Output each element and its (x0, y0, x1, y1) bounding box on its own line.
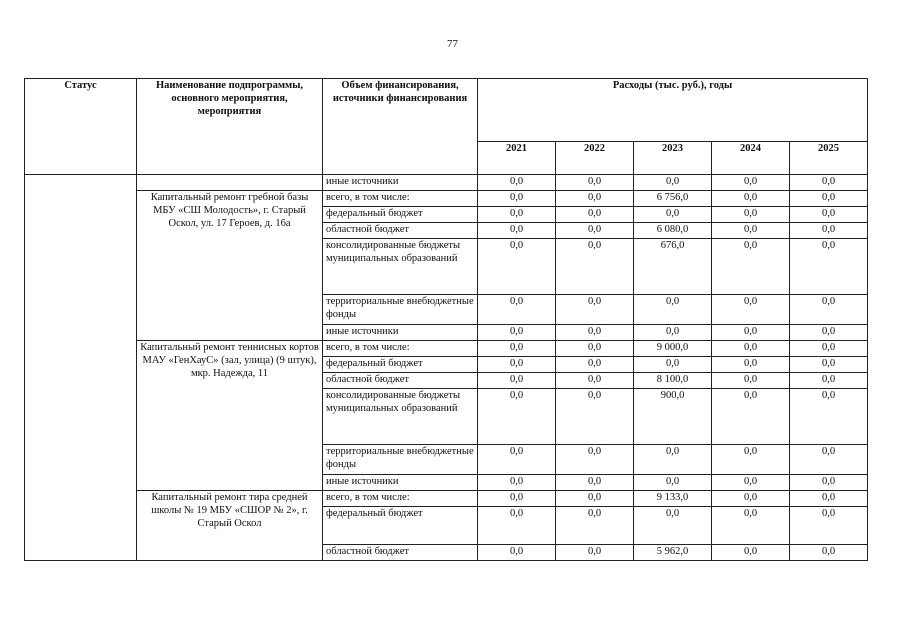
activity-name: Капитальный ремонт тира средней школы № 19 МБУ «СШОР № 2», г. Старый Оскол (137, 491, 323, 561)
value-cell: 0,0 (556, 239, 634, 295)
source-cell: федеральный бюджет (323, 207, 478, 223)
value-cell: 0,0 (790, 373, 868, 389)
value-cell: 0,0 (634, 295, 712, 325)
value-cell: 0,0 (712, 507, 790, 545)
value-cell: 0,0 (712, 545, 790, 561)
value-cell: 0,0 (556, 491, 634, 507)
value-cell: 0,0 (790, 223, 868, 239)
value-cell: 0,0 (634, 207, 712, 223)
value-cell: 0,0 (556, 475, 634, 491)
value-cell: 0,0 (712, 445, 790, 475)
header-year: 2023 (634, 142, 712, 175)
value-cell: 0,0 (556, 373, 634, 389)
value-cell: 0,0 (790, 341, 868, 357)
value-cell: 0,0 (478, 325, 556, 341)
value-cell: 0,0 (478, 223, 556, 239)
table-row (25, 175, 868, 191)
value-cell: 0,0 (556, 445, 634, 475)
value-cell: 0,0 (790, 295, 868, 325)
value-cell: 0,0 (712, 207, 790, 223)
value-cell: 0,0 (478, 175, 556, 191)
source-cell: консолидированные бюджеты муниципальных образований (323, 389, 478, 445)
value-cell: 0,0 (478, 491, 556, 507)
value-cell: 0,0 (634, 507, 712, 545)
value-cell: 0,0 (712, 223, 790, 239)
value-cell: 6 080,0 (634, 223, 712, 239)
value-cell: 0,0 (790, 545, 868, 561)
value-cell: 8 100,0 (634, 373, 712, 389)
value-cell: 0,0 (790, 207, 868, 223)
source-cell: областной бюджет (323, 223, 478, 239)
value-cell: 676,0 (634, 239, 712, 295)
value-cell: 0,0 (478, 357, 556, 373)
value-cell: 5 962,0 (634, 545, 712, 561)
value-cell: 0,0 (556, 389, 634, 445)
value-cell: 0,0 (556, 325, 634, 341)
value-cell: 0,0 (712, 239, 790, 295)
value-cell: 0,0 (478, 295, 556, 325)
value-cell: 9 000,0 (634, 341, 712, 357)
table-row (25, 341, 868, 357)
value-cell: 0,0 (556, 295, 634, 325)
value-cell: 0,0 (478, 373, 556, 389)
value-cell: 0,0 (790, 239, 868, 295)
source-cell: иные источники (323, 475, 478, 491)
value-cell: 0,0 (478, 545, 556, 561)
source-cell: областной бюджет (323, 373, 478, 389)
status-cell (25, 175, 137, 561)
value-cell: 0,0 (712, 475, 790, 491)
value-cell: 0,0 (790, 191, 868, 207)
source-cell: иные источники (323, 175, 478, 191)
value-cell: 0,0 (556, 545, 634, 561)
value-cell: 0,0 (556, 341, 634, 357)
value-cell: 0,0 (790, 389, 868, 445)
header-volume: Объем финансирования, источники финансирования (323, 79, 478, 175)
header-year: 2024 (712, 142, 790, 175)
value-cell: 0,0 (478, 239, 556, 295)
source-cell: иные источники (323, 325, 478, 341)
value-cell: 0,0 (634, 357, 712, 373)
value-cell: 0,0 (556, 507, 634, 545)
header-year: 2025 (790, 142, 868, 175)
table-body (25, 175, 868, 561)
value-cell: 6 756,0 (634, 191, 712, 207)
source-cell: территориальные внебюджетные фонды (323, 295, 478, 325)
source-cell: областной бюджет (323, 545, 478, 561)
source-cell: консолидированные бюджеты муниципальных образований (323, 239, 478, 295)
value-cell: 0,0 (790, 175, 868, 191)
value-cell: 0,0 (634, 475, 712, 491)
value-cell: 0,0 (712, 325, 790, 341)
source-cell: федеральный бюджет (323, 507, 478, 545)
value-cell: 0,0 (790, 445, 868, 475)
value-cell: 0,0 (790, 491, 868, 507)
value-cell: 0,0 (790, 357, 868, 373)
table-row (25, 191, 868, 207)
value-cell: 9 133,0 (634, 491, 712, 507)
header-status: Статус (25, 79, 137, 175)
value-cell: 0,0 (634, 175, 712, 191)
budget-table (24, 78, 868, 561)
source-cell: всего, в том числе: (323, 191, 478, 207)
value-cell: 0,0 (712, 191, 790, 207)
value-cell: 0,0 (634, 445, 712, 475)
value-cell: 0,0 (712, 175, 790, 191)
value-cell: 0,0 (790, 325, 868, 341)
source-cell: территориальные внебюджетные фонды (323, 445, 478, 475)
value-cell: 0,0 (478, 341, 556, 357)
table-row (25, 491, 868, 507)
activity-name: Капитальный ремонт теннисных кортов МАУ «ГенХауС» (зал, улица) (9 штук), мкр. Надежда, 11 (137, 341, 323, 491)
activity-name: Капитальный ремонт гребной базы МБУ «СШ Молодость», г. Старый Оскол, ул. 17 Героев, д. 16а (137, 191, 323, 341)
value-cell: 0,0 (634, 325, 712, 341)
value-cell: 0,0 (478, 207, 556, 223)
value-cell: 0,0 (712, 491, 790, 507)
header-expenses: Расходы (тыс. руб.), годы (478, 79, 868, 142)
source-cell: всего, в том числе: (323, 341, 478, 357)
header-row (25, 79, 868, 142)
value-cell: 0,0 (556, 191, 634, 207)
value-cell: 0,0 (712, 389, 790, 445)
value-cell: 0,0 (712, 373, 790, 389)
page-number: 77 (447, 38, 458, 50)
value-cell: 0,0 (478, 507, 556, 545)
value-cell: 0,0 (712, 341, 790, 357)
source-cell: всего, в том числе: (323, 491, 478, 507)
value-cell: 0,0 (790, 507, 868, 545)
value-cell: 0,0 (712, 295, 790, 325)
header-year: 2022 (556, 142, 634, 175)
value-cell: 0,0 (556, 357, 634, 373)
value-cell: 0,0 (556, 223, 634, 239)
value-cell: 900,0 (634, 389, 712, 445)
value-cell: 0,0 (478, 389, 556, 445)
value-cell: 0,0 (556, 207, 634, 223)
name-cell (137, 175, 323, 191)
source-cell: федеральный бюджет (323, 357, 478, 373)
value-cell: 0,0 (712, 357, 790, 373)
value-cell: 0,0 (556, 175, 634, 191)
header-year: 2021 (478, 142, 556, 175)
value-cell: 0,0 (478, 191, 556, 207)
value-cell: 0,0 (790, 475, 868, 491)
header-name: Наименование подпрограммы, основного мероприятия, мероприятия (137, 79, 323, 175)
value-cell: 0,0 (478, 445, 556, 475)
value-cell: 0,0 (478, 475, 556, 491)
